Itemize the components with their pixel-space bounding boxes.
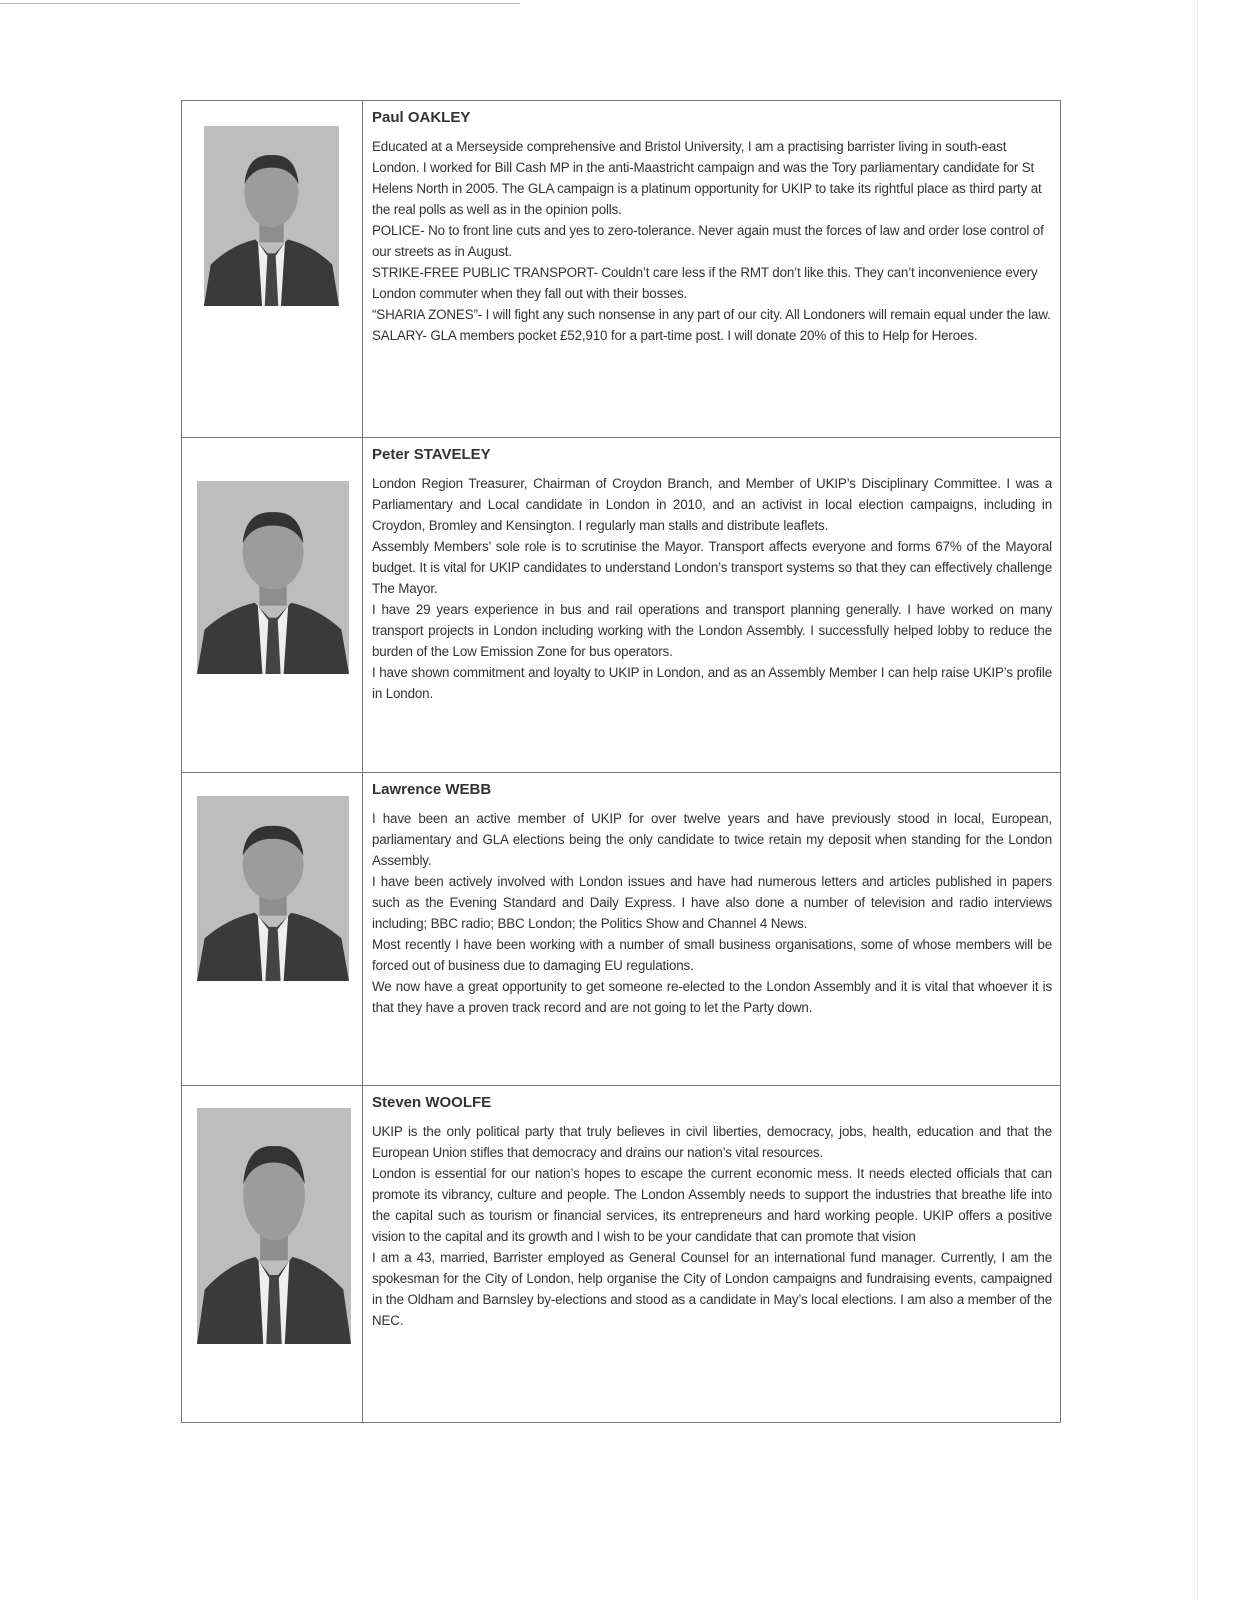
candidate-name: Paul OAKLEY bbox=[372, 109, 471, 126]
candidate-row bbox=[182, 773, 1061, 1086]
candidates-table bbox=[181, 100, 1061, 1423]
bio-paragraph: “SHARIA ZONES”- I will fight any such nonsense in any part of our city. All Londoners will remain equal under the law. bbox=[372, 307, 1051, 322]
bio-paragraph: STRIKE-FREE PUBLIC TRANSPORT- Couldn’t care less if the RMT don’t like this. They can’t inconvenience every London commuter when they fall out with their bosses. bbox=[372, 265, 1038, 301]
candidate-bio bbox=[372, 808, 1052, 1018]
candidate-row bbox=[182, 101, 1061, 438]
candidate-name: Peter STAVELEY bbox=[372, 446, 491, 463]
candidate-photo bbox=[197, 1108, 351, 1344]
bio-paragraph: I am a 43, married, Barrister employed as General Counsel for an international fund manager. Currently, I am the spokesman for the City of London, help organise the City of London campaigns and fundraising events, campaigned in the Oldham and Barnsley by-elections and stood as a candidate in May’s local elections. I am also a member of the NEC. bbox=[372, 1250, 1052, 1328]
candidate-photo bbox=[204, 126, 339, 306]
bio-cell bbox=[363, 101, 1061, 438]
bio-paragraph: POLICE- No to front line cuts and yes to zero-tolerance. Never again must the forces of law and order lose control of our streets as in August. bbox=[372, 223, 1044, 259]
candidate-name: Steven WOOLFE bbox=[372, 1094, 492, 1111]
bio-paragraph: Assembly Members’ sole role is to scrutinise the Mayor. Transport affects everyone and forms 67% of the Mayoral budget. It is vital for UKIP candidates to understand London’s transport systems so that they can effectively challenge The Mayor. bbox=[372, 539, 1052, 596]
bio-paragraph: London is essential for our nation’s hopes to escape the current economic mess. It needs elected officials that can promote its vibrancy, culture and people. The London Assembly needs to support the industries that breathe life into the capital such as tourism or financial services, its entrepreneurs and hard working people. UKIP offers a positive vision to the capital and its growth and I wish to be your candidate that can promote that vision bbox=[372, 1166, 1052, 1244]
bio-paragraph: SALARY- GLA members pocket £52,910 for a part-time post. I will donate 20% of this to Help for Heroes. bbox=[372, 328, 978, 343]
bio-paragraph: I have shown commitment and loyalty to UKIP in London, and as an Assembly Member I can help raise UKIP’s profile in London. bbox=[372, 665, 1052, 701]
photo-cell bbox=[182, 438, 363, 773]
bio-paragraph: I have been an active member of UKIP for over twelve years and have previously stood in local, European, parliamentary and GLA elections being the only candidate to twice retain my deposit when standing for the London Assembly. bbox=[372, 811, 1052, 868]
bio-cell bbox=[363, 773, 1061, 1086]
scan-artifact-line bbox=[0, 3, 520, 4]
candidate-row bbox=[182, 438, 1061, 773]
candidate-photo bbox=[197, 481, 349, 674]
candidate-bio bbox=[372, 1121, 1052, 1331]
candidate-name: Lawrence WEBB bbox=[372, 781, 492, 798]
bio-paragraph: UKIP is the only political party that truly believes in civil liberties, democracy, jobs, health, education and that the European Union stifles that democracy and drains our nation’s vital resources. bbox=[372, 1124, 1052, 1160]
candidate-photo bbox=[197, 796, 349, 981]
bio-paragraph: I have 29 years experience in bus and rail operations and transport planning generally. I have worked on many transport projects in London including working with the London Assembly. I successfully helped lobby to reduce the burden of the Low Emission Zone for bus operators. bbox=[372, 602, 1052, 659]
bio-paragraph: London Region Treasurer, Chairman of Croydon Branch, and Member of UKIP’s Disciplinary Committee. I was a Parliamentary and Local candidate in London in 2010, and an activist in local election campaigns, including in Croydon, Bromley and Kensington. I regularly man stalls and distribute leaflets. bbox=[372, 476, 1052, 533]
bio-cell bbox=[363, 1086, 1061, 1423]
photo-cell bbox=[182, 101, 363, 438]
bio-paragraph: I have been actively involved with London issues and have had numerous letters and articles published in papers such as the Evening Standard and Daily Express. I have also done a number of television and radio interviews including; BBC radio; BBC London; the Politics Show and Channel 4 News. bbox=[372, 874, 1052, 931]
candidate-row bbox=[182, 1086, 1061, 1423]
bio-paragraph: We now have a great opportunity to get someone re-elected to the London Assembly and it is vital that whoever it is that they have a proven track record and are not going to let the Party down. bbox=[372, 979, 1052, 1015]
bio-paragraph: Most recently I have been working with a number of small business organisations, some of whose members will be forced out of business due to damaging EU regulations. bbox=[372, 937, 1052, 973]
scan-edge bbox=[1197, 0, 1198, 1600]
photo-cell bbox=[182, 1086, 363, 1423]
bio-cell bbox=[363, 438, 1061, 773]
candidate-bio bbox=[372, 136, 1052, 346]
photo-cell bbox=[182, 773, 363, 1086]
bio-paragraph: Educated at a Merseyside comprehensive and Bristol University, I am a practising barrister living in south-east London. I worked for Bill Cash MP in the anti-Maastricht campaign and was the Tory parliamentary candidate for St Helens North in 2005. The GLA campaign is a platinum opportunity for UKIP to take its rightful place as third party at the real polls as well as in the opinion polls. bbox=[372, 139, 1042, 217]
candidate-bio bbox=[372, 473, 1052, 704]
